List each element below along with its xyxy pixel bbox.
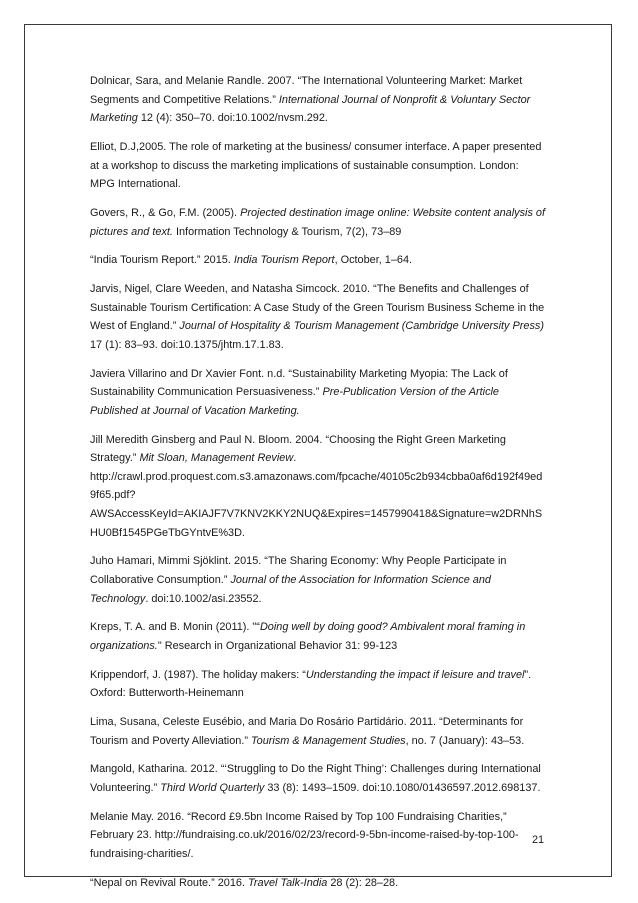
reference-italic-text: Doing well by doing good? Ambivalent moral framing in organizations. [90, 621, 526, 652]
reference-text: “India Tourism Report.” 2015. [90, 254, 234, 267]
reference-italic-text: Travel Talk-India [248, 876, 328, 889]
reference-text: Kreps, T. A. and B. Monin (2011). "“ [90, 621, 260, 634]
reference-entry [90, 251, 545, 270]
reference-text: Juho Hamari, Mimmi Sjöklint. 2015. “The Sharing Economy: Why People Participate in Collaborative Consumption.” [90, 555, 507, 586]
reference-text: Krippendorf, J. (1987). The holiday makers: “ [90, 668, 306, 681]
reference-text: , October, 1–64. [334, 254, 413, 267]
reference-entry [90, 365, 545, 421]
reference-entry [90, 713, 545, 750]
reference-text: Jill Meredith Ginsberg and Paul N. Bloom. 2004. “Choosing the Right Green Marketing Strategy.” [90, 433, 506, 465]
reference-text: Information Technology & Tourism, 7(2), 73–89 [172, 225, 402, 238]
reference-entry [90, 431, 545, 543]
reference-entry [90, 666, 545, 703]
reference-text: 12 (4): 350–70. doi:10.1002/nvsm.292. [137, 112, 328, 125]
reference-text: " Research in Organizational Behavior 31: 99-123 [157, 639, 398, 652]
reference-text: Melanie May. 2016. “Record £9.5bn Income Raised by Top 100 Fundraising Charities,” February 23. http://fundraising.co.uk/2016/02/23/record-9-5bn-income-raised-by-top-100-fundraising-charities/. [90, 810, 519, 861]
reference-italic-text: Journal of the Association for Information Science and Technology [90, 573, 491, 605]
reference-italic-text: Mit Sloan, Management Review [139, 452, 294, 465]
reference-entry [90, 808, 545, 864]
reference-italic-text: Projected destination image online: Website content analysis of pictures and text. [90, 206, 546, 238]
reference-entry [90, 72, 545, 128]
reference-entry [90, 760, 545, 797]
reference-entry [90, 618, 545, 655]
reference-entry [90, 138, 545, 194]
reference-text: 17 (1): 83–93. doi:10.1375/jhtm.17.1.83. [90, 338, 284, 351]
reference-text: Javiera Villarino and Dr Xavier Font. n.d. “Sustainability Marketing Myopia: The Lack of Sustainability Communication Persuasiveness.” [90, 367, 508, 399]
reference-italic-text: Tourism & Management Studies [251, 734, 406, 747]
reference-entry [90, 874, 545, 893]
reference-text: Jarvis, Nigel, Clare Weeden, and Natasha Simcock. 2010. “The Benefits and Challenges of Sustainable Tourism Certification: A Case Study of the Green Tourism Business Scheme in the West of England.” [90, 283, 545, 333]
reference-italic-text: India Tourism Report [233, 254, 335, 267]
reference-text: 33 (8): 1493–1509. doi:10.1080/01436597.2012.698137. [264, 782, 541, 795]
reference-text: . http://crawl.prod.proquest.com.s3.amazonaws.com/fpcache/40105c2b934cbba0af6d192f49ed9f65.pdf?AWSAccessKeyId=AKIAJF7V7KNV2KKY2NUQ&Expires=1457990418&Signature=w2DRNhSHU0Bf1545PGeTbGYntvE%3D. [90, 452, 543, 539]
reference-text: 28 (2): 28–28. [327, 876, 399, 889]
reference-text: . doi:10.1002/asi.23552. [145, 592, 262, 605]
reference-text: Govers, R., & Go, F.M. (2005). [90, 206, 241, 219]
reference-italic-text: Pre-Publication Version of the Article Published at Journal of Vacation Marketing. [90, 386, 499, 417]
reference-entry [90, 280, 545, 354]
reference-entry [90, 552, 545, 608]
reference-italic-text: Understanding the impact if leisure and travel [305, 668, 525, 681]
reference-text: , no. 7 (January): 43–53. [405, 734, 525, 747]
reference-text: ”. Oxford: Butterworth-Heinemann [90, 668, 532, 700]
reference-italic-text: Journal of Hospitality & Tourism Management (Cambridge University Press) [179, 320, 544, 333]
reference-text: Dolnicar, Sara, and Melanie Randle. 2007. “The International Volunteering Market: Market Segments and Competitive Relations.” [90, 75, 523, 106]
reference-italic-text: International Journal of Nonprofit & Voluntary Sector Marketing [90, 93, 531, 125]
reference-entry [90, 204, 545, 241]
reference-text: Lima, Susana, Celeste Eusébio, and Maria Do Rosário Partidário. 2011. “Determinants for Tourism and Poverty Alleviation.” [90, 716, 524, 747]
reference-list [90, 72, 545, 903]
reference-text: Elliot, D.J,2005. The role of marketing at the business/ consumer interface. A paper presented at a workshop to discuss the marketing implications of sustainable consumption. London: MPG International. [90, 140, 542, 191]
page-number: 21 [532, 834, 545, 846]
reference-text: “Nepal on Revival Route.” 2016. [90, 876, 248, 889]
reference-text: Mangold, Katharina. 2012. “‘Struggling to Do the Right Thing’: Challenges during International Volunteering.” [90, 763, 541, 795]
reference-italic-text: Third World Quarterly [160, 782, 265, 795]
